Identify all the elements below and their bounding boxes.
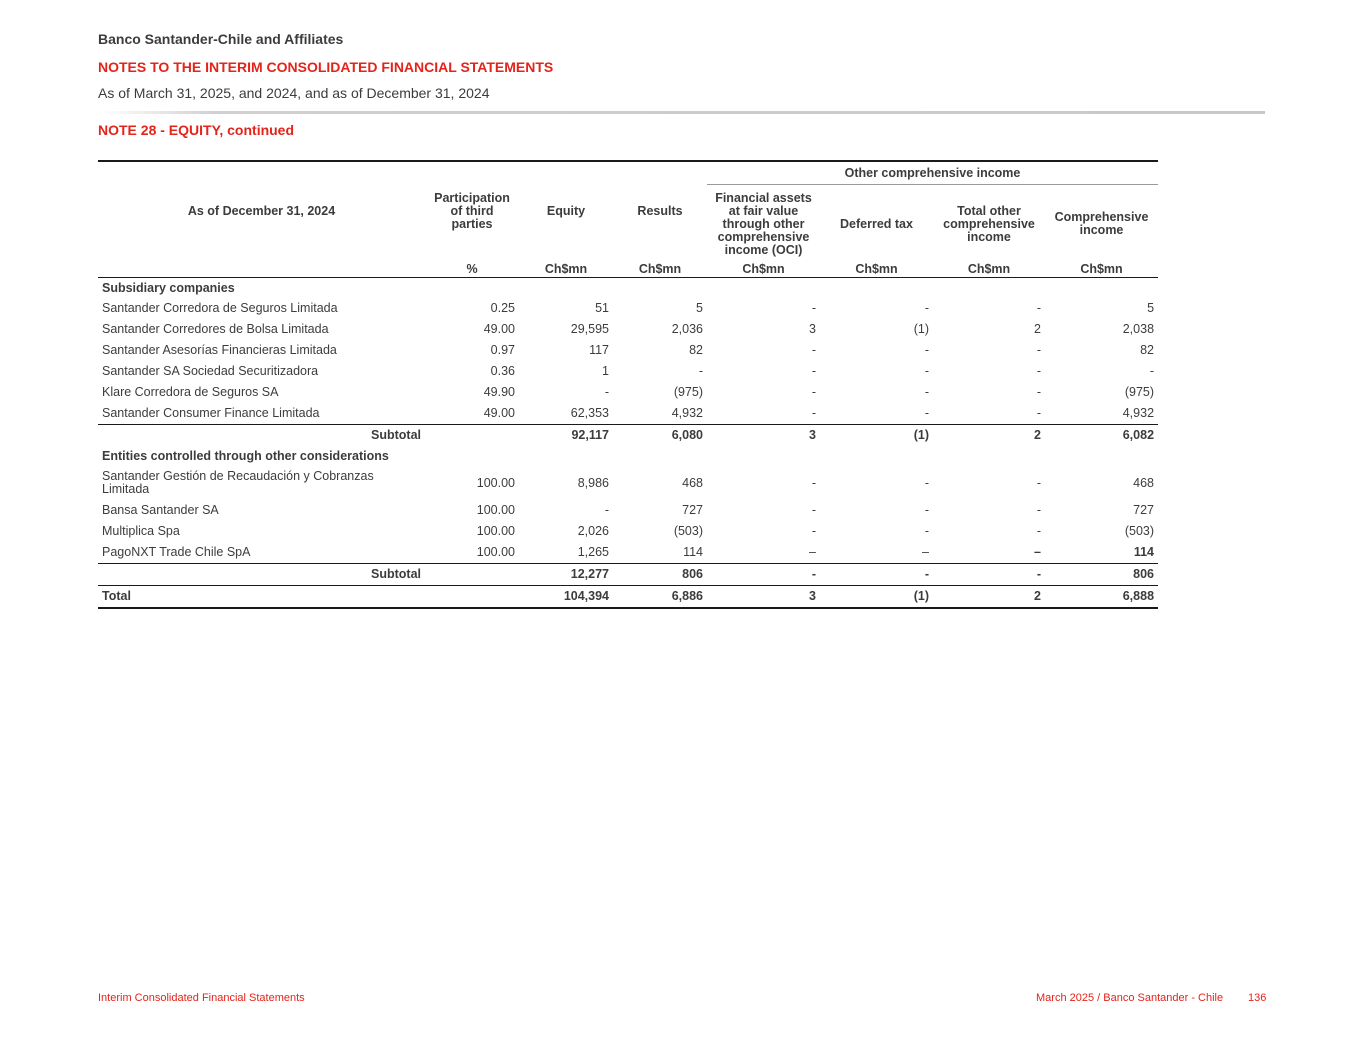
cell-deferred-tax: - <box>924 406 929 420</box>
cell-equity: - <box>604 503 609 517</box>
period-header: As of December 31, 2024 <box>98 161 425 261</box>
row-label: Santander Corredora de Seguros Limitada <box>102 301 338 315</box>
cell-total-oci: – <box>1034 545 1041 559</box>
cell-results: 82 <box>689 343 703 357</box>
cell-participation: 49.90 <box>483 385 515 399</box>
cell-total-oci: - <box>1036 364 1041 378</box>
cell-equity: 117 <box>589 343 609 357</box>
cell-deferred-tax: (1) <box>913 322 929 336</box>
cell-results: 2,036 <box>671 322 703 336</box>
unit-label: Ch$mn <box>519 261 613 278</box>
cell-results: 6,080 <box>613 425 707 447</box>
cell-participation: 0.36 <box>490 364 515 378</box>
cell-total-oci: - <box>1036 475 1041 490</box>
cell-deferred-tax: - <box>924 475 929 490</box>
cell-participation: 100.00 <box>476 524 515 538</box>
cell-equity: 12,277 <box>519 564 613 586</box>
cell-equity: 1,265 <box>577 545 609 559</box>
unit-label: Ch$mn <box>1045 261 1158 278</box>
cell-total-oci: - <box>1036 301 1041 315</box>
note-title: NOTE 28 - EQUITY, continued <box>98 122 295 138</box>
oci-group-header: Other comprehensive income <box>707 161 1158 185</box>
section-title: Entities controlled through other considerations <box>102 448 389 463</box>
company-name: Banco Santander-Chile and Affiliates <box>98 31 344 47</box>
comprehensive-income-header: Comprehensive income <box>1054 210 1149 237</box>
cell-deferred-tax: - <box>924 301 929 315</box>
cell-participation <box>425 564 519 586</box>
cell-deferred-tax: - <box>924 385 929 399</box>
cell-equity: 8,986 <box>577 475 609 490</box>
cell-total-oci: - <box>1036 385 1041 399</box>
cell-results: (975) <box>673 385 703 399</box>
page-number: 136 <box>1248 992 1267 1004</box>
cell-total-oci: 2 <box>933 425 1045 447</box>
total-label: Total <box>98 586 425 609</box>
cell-deferred-tax: – <box>922 545 929 559</box>
cell-equity: - <box>604 385 609 399</box>
unit-label: Ch$mn <box>933 261 1045 278</box>
table-row <box>98 340 1158 361</box>
cell-results: 4,932 <box>671 406 703 420</box>
row-label: Santander Gestión de Recaudación y Cobranzas Limitada <box>102 469 374 496</box>
cell-fin-assets: 3 <box>707 425 820 447</box>
subtotal-row <box>98 425 1158 447</box>
cell-fin-assets: 3 <box>707 586 820 609</box>
table-row <box>98 382 1158 403</box>
cell-comprehensive: 6,888 <box>1045 586 1158 609</box>
notes-title: NOTES TO THE INTERIM CONSOLIDATED FINANCIAL STATEMENTS <box>98 59 554 75</box>
deferred-tax-header: Deferred tax <box>840 216 913 231</box>
cell-comprehensive: 5 <box>1147 301 1155 315</box>
table-row <box>98 500 1158 521</box>
unit-label: % <box>425 261 519 278</box>
cell-total-oci: - <box>1036 524 1041 538</box>
subtotal-label: Subtotal <box>98 425 425 447</box>
table-row <box>98 298 1158 319</box>
cell-deferred-tax: - <box>924 343 929 357</box>
cell-total-oci: - <box>1036 503 1041 517</box>
row-label: Santander Corredores de Bolsa Limitada <box>102 322 329 336</box>
results-header: Results <box>613 161 707 261</box>
cell-results: 5 <box>696 301 703 315</box>
equity-table <box>98 160 1158 609</box>
cell-participation: 0.97 <box>490 343 515 357</box>
cell-comprehensive: (975) <box>1124 385 1155 399</box>
unit-label: Ch$mn <box>613 261 707 278</box>
cell-equity: 104,394 <box>519 586 613 609</box>
row-label: Multiplica Spa <box>102 524 180 538</box>
cell-comprehensive: 4,932 <box>1122 406 1155 420</box>
participation-header: Participation of third parties <box>425 161 519 261</box>
cell-comprehensive: (503) <box>1124 524 1155 538</box>
cell-participation <box>425 586 519 609</box>
cell-equity: 62,353 <box>570 406 609 420</box>
cell-fin-assets: 3 <box>809 322 816 336</box>
total-row <box>98 586 1158 609</box>
row-label: Santander Asesorías Financieras Limitada <box>102 343 337 357</box>
row-label: PagoNXT Trade Chile SpA <box>102 545 251 559</box>
cell-deferred-tax: (1) <box>820 425 933 447</box>
cell-participation: 100.00 <box>476 545 515 559</box>
equity-header: Equity <box>519 161 613 261</box>
cell-comprehensive: 82 <box>1140 343 1155 357</box>
total-oci-header: Total other comprehensive income <box>943 203 1035 244</box>
cell-deferred-tax: - <box>924 364 929 378</box>
cell-total-oci: 2 <box>933 586 1045 609</box>
table-row <box>98 542 1158 564</box>
section-title: Subsidiary companies <box>102 280 235 295</box>
cell-comprehensive: 2,038 <box>1122 322 1155 336</box>
cell-equity: 51 <box>595 301 609 315</box>
cell-comprehensive: - <box>1149 364 1155 378</box>
footer-document-title: Interim Consolidated Financial Statements <box>98 992 305 1004</box>
cell-comprehensive: 806 <box>1045 564 1158 586</box>
cell-participation <box>425 425 519 447</box>
table-row <box>98 361 1158 382</box>
cell-comprehensive: 727 <box>1133 503 1155 517</box>
cell-fin-assets: - <box>811 475 816 490</box>
cell-deferred-tax: - <box>924 503 929 517</box>
cell-results: - <box>698 364 703 378</box>
table-row <box>98 319 1158 340</box>
table-row <box>98 521 1158 542</box>
row-label: Santander SA Sociedad Securitizadora <box>102 364 319 378</box>
fin-assets-header: Financial assets at fair value through other comprehensive income (OCI) <box>715 190 812 257</box>
cell-fin-assets: - <box>811 364 816 378</box>
cell-results: 727 <box>682 503 703 517</box>
cell-fin-assets: – <box>809 545 816 559</box>
cell-fin-assets: - <box>811 406 816 420</box>
row-label: Klare Corredora de Seguros SA <box>102 385 279 399</box>
cell-fin-assets: - <box>811 524 816 538</box>
cell-results: 114 <box>683 545 703 559</box>
cell-fin-assets: - <box>811 301 816 315</box>
cell-total-oci: - <box>1036 406 1041 420</box>
cell-fin-assets: - <box>811 343 816 357</box>
row-label: Santander Consumer Finance Limitada <box>102 406 320 420</box>
subtotal-row <box>98 564 1158 586</box>
cell-participation: 100.00 <box>476 475 515 490</box>
cell-equity: 29,595 <box>570 322 609 336</box>
cell-deferred-tax: - <box>924 524 929 538</box>
as-of-date: As of March 31, 2025, and 2024, and as of December 31, 2024 <box>98 85 490 101</box>
cell-results: 806 <box>613 564 707 586</box>
cell-results: 468 <box>682 475 703 490</box>
cell-total-oci: 2 <box>1034 322 1041 336</box>
cell-total-oci: - <box>933 564 1045 586</box>
cell-comprehensive: 468 <box>1133 475 1155 490</box>
cell-participation: 0.25 <box>490 301 515 315</box>
cell-deferred-tax: - <box>820 564 933 586</box>
cell-comprehensive: 6,082 <box>1045 425 1158 447</box>
table-row <box>98 466 1158 500</box>
cell-comprehensive: 114 <box>1133 545 1155 559</box>
header-divider <box>100 111 1265 114</box>
row-label: Bansa Santander SA <box>102 503 219 517</box>
footer-period: March 2025 / Banco Santander - Chile <box>1036 992 1224 1004</box>
cell-participation: 100.00 <box>476 503 515 517</box>
unit-label: Ch$mn <box>820 261 933 278</box>
cell-equity: 1 <box>602 364 609 378</box>
cell-fin-assets: - <box>707 564 820 586</box>
units-spacer <box>98 261 425 278</box>
cell-equity: 92,117 <box>519 425 613 447</box>
cell-fin-assets: - <box>811 385 816 399</box>
cell-results: (503) <box>673 524 703 538</box>
cell-fin-assets: - <box>811 503 816 517</box>
cell-participation: 49.00 <box>483 322 515 336</box>
cell-total-oci: - <box>1036 343 1041 357</box>
cell-deferred-tax: (1) <box>820 586 933 609</box>
subtotal-label: Subtotal <box>98 564 425 586</box>
cell-results: 6,886 <box>613 586 707 609</box>
unit-label: Ch$mn <box>707 261 820 278</box>
table-row <box>98 403 1158 425</box>
cell-equity: 2,026 <box>577 524 609 538</box>
cell-participation: 49.00 <box>483 406 515 420</box>
